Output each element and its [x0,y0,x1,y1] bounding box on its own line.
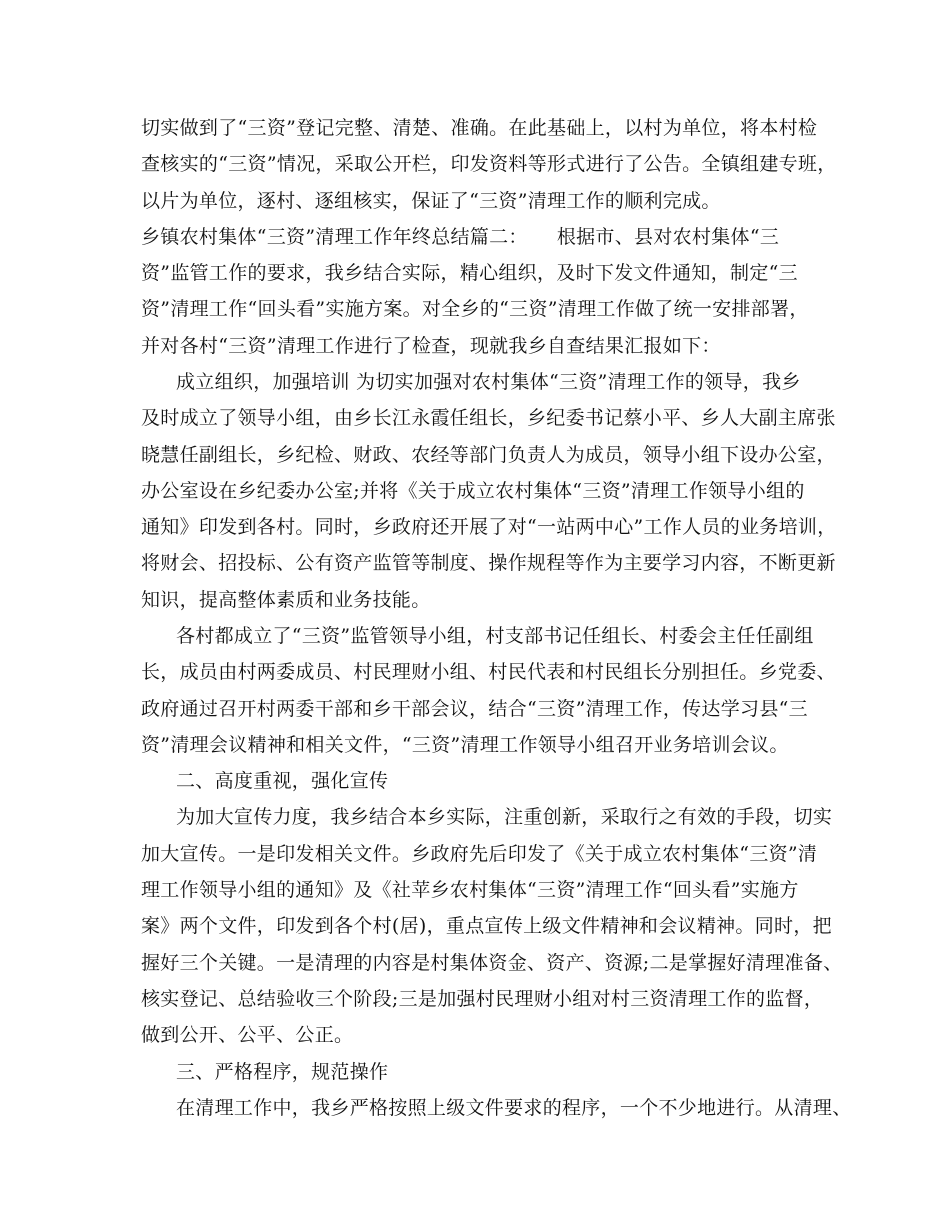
text-line: 核实登记、总结验收三个阶段;三是加强村民理财小组对村三资清理工作的监督， [141,988,824,1010]
text-line: 政府通过召开村两委干部和乡干部会议，结合“三资”清理工作，传达学习县“三 [141,698,808,720]
text-line: 理工作领导小组的通知》及《社苹乡农村集体“三资”清理工作“回头看”实施方 [141,879,799,901]
text-line: 资”监管工作的要求，我乡结合实际，精心组织，及时下发文件通知，制定“三 [141,262,798,284]
section-heading: 二、高度重视，强化宣传 [176,770,389,792]
text-line: 晓慧任副组长，乡纪检、财政、农经等部门负责人为成员，领导小组下设办公室， [141,444,836,466]
text-line: 资”清理会议精神和相关文件，“三资”清理工作领导小组召开业务培训会议。 [141,734,789,756]
text-line: 查核实的“三资”情况，采取公开栏，印发资料等形式进行了公告。全镇组建专班， [141,153,837,175]
text-line: 及时成立了领导小组，由乡长江永霞任组长，乡纪委书记蔡小平、乡人大副主席张 [141,407,836,429]
section-heading: 三、严格程序，规范操作 [176,1061,389,1083]
text-line: 案》两个文件，印发到各个村(居)，重点宣传上级文件精神和会议精神。同时，把 [141,915,832,937]
section-heading-line: 乡镇农村集体“三资”清理工作年终总结篇二： 根据市、县对农村集体“三 [141,226,780,248]
text-line: 办公室设在乡纪委办公室;并将《关于成立农村集体“三资”清理工作领导小组的 [141,480,805,502]
text-line: 并对各村“三资”清理工作进行了检查，现就我乡自查结果汇报如下： [141,335,721,357]
text-line: 切实做到了“三资”登记完整、清楚、准确。在此基础上，以村为单位，将本村检 [141,117,818,139]
paragraph-start-line: 为加大宣传力度，我乡结合本乡实际，注重创新，采取行之有效的手段，切实 [176,806,833,828]
text-line: 资”清理工作“回头看”实施方案。对全乡的“三资”清理工作做了统一安排部署， [141,298,809,320]
paragraph-start-line: 各村都成立了“三资”监管领导小组，村支部书记任组长、村委会主任任副组 [176,625,814,647]
text-line: 知识，提高整体素质和业务技能。 [141,589,431,611]
paragraph-start-line: 成立组织，加强培训 为切实加强对农村集体“三资”清理工作的领导，我乡 [176,371,801,393]
text-line: 长，成员由村两委成员、村民理财小组、村民代表和村民组长分别担任。乡党委、 [141,661,836,683]
text-line: 握好三个关键。一是清理的内容是村集体资金、资产、资源;二是掌握好清理准备、 [141,952,843,974]
paragraph-start-line: 在清理工作中，我乡严格按照上级文件要求的程序，一个不少地进行。从清理、 [176,1097,852,1119]
text-line: 做到公开、公平、公正。 [141,1024,354,1046]
text-line: 以片为单位，逐村、逐组核实，保证了“三资”清理工作的顺利完成。 [141,190,721,212]
text-line: 将财会、招投标、公有资产监管等制度、操作规程等作为主要学习内容，不断更新 [141,552,836,574]
text-line: 通知》印发到各村。同时，乡政府还开展了对“一站两中心”工作人员的业务培训， [141,516,837,538]
text-line: 加大宣传。一是印发相关文件。乡政府先后印发了《关于成立农村集体“三资”清 [141,843,818,865]
